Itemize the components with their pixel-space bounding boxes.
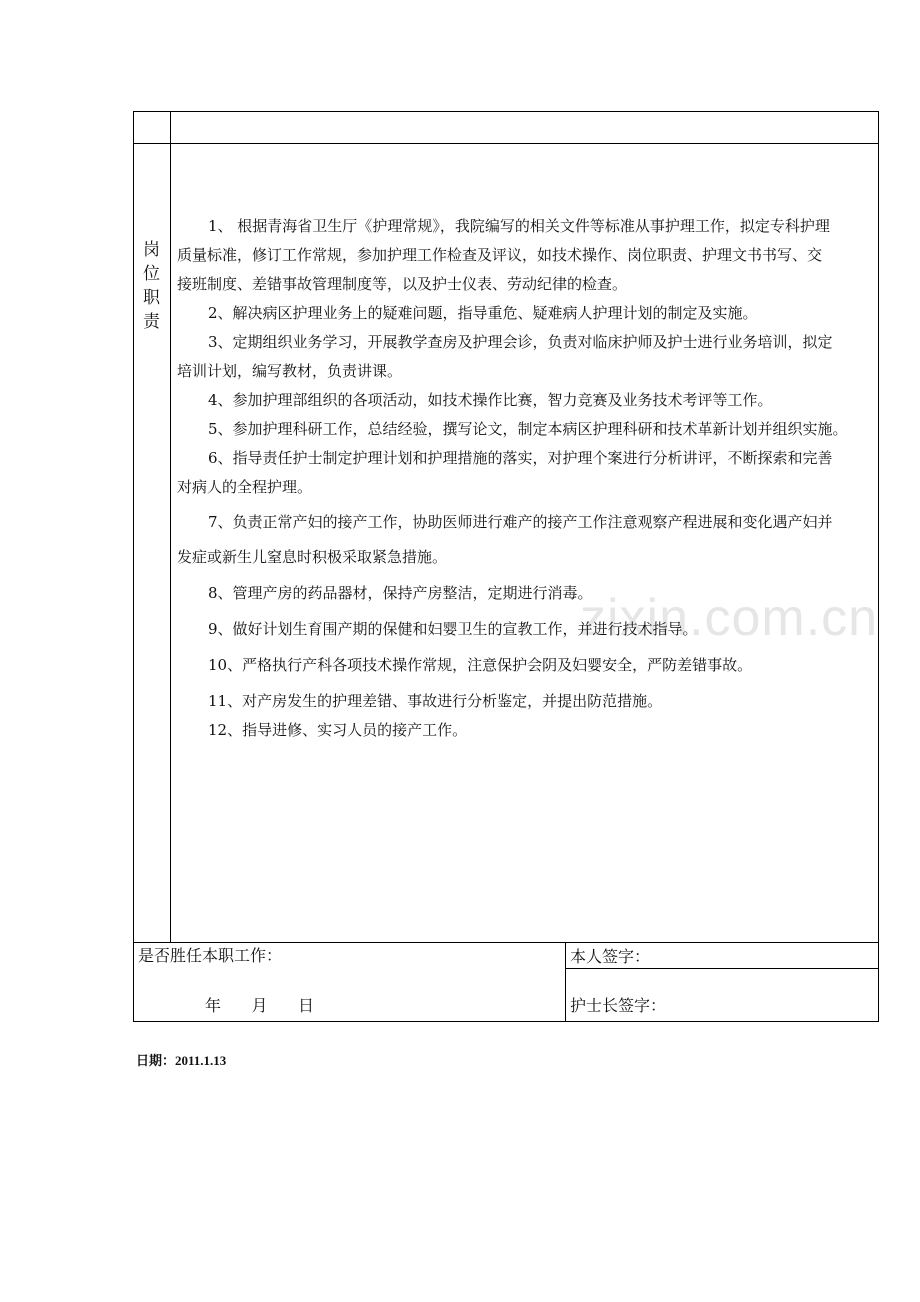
watermark: zixin.com.cn: [580, 589, 879, 647]
competency-label: 是否胜任本职工作：: [138, 946, 283, 965]
border-label-column: [170, 111, 171, 943]
duty-line: 质量标准，修订工作常规，参加护理工作检查及评议，如技术操作、岗位职责、护理文书书写、交: [177, 246, 823, 264]
duty-line: 5、参加护理科研工作，总结经验，撰写论文，制定本病区护理科研和技术革新计划并组织实施。: [208, 420, 848, 438]
duty-line: 培训计划，编写教材，负责讲课。: [177, 362, 403, 380]
section-label-char: 责: [143, 312, 160, 332]
duty-line: 7、负责正常产妇的接产工作，协助医师进行难产的接产工作注意观察产程进展和变化遇产妇并: [208, 513, 833, 531]
duty-line: 发症或新生儿窒息时积极采取紧急措施。: [177, 548, 448, 566]
duty-line: 4、参加护理部组织的各项活动，如技术操作比赛，智力竞赛及业务技术考评等工作。: [208, 391, 773, 409]
document-date: 日期：2011.1.13: [136, 1053, 227, 1068]
duties-text: [177, 212, 879, 745]
duty-line: 10、严格执行产科各项技术操作常规，注意保护会阴及妇婴安全，严防差错事故。: [208, 656, 753, 674]
self-signature-label: 本人签字：: [570, 947, 651, 966]
date-placeholder: 年 月 日: [205, 996, 315, 1015]
border-footer-middle: [565, 942, 566, 1022]
border-header-bottom: [133, 143, 879, 144]
section-label-char: 职: [143, 288, 160, 308]
duty-line: 2、解决病区护理业务上的疑难问题，指导重危、疑难病人护理计划的制定及实施。: [208, 304, 758, 322]
border-bottom: [133, 1021, 879, 1022]
duty-line: 8、管理产房的药品器材，保持产房整洁，定期进行消毒。: [208, 584, 593, 602]
duty-line: 9、做好计划生育围产期的保健和妇婴卫生的宣教工作，并进行技术指导。: [208, 620, 698, 638]
duty-line: 6、指导责任护士制定护理计划和护理措施的落实，对护理个案进行分析讲评，不断探索和完善: [208, 449, 833, 467]
border-sign-divider: [565, 968, 879, 969]
duty-line: 12、指导进修、实习人员的接产工作。: [208, 721, 468, 739]
border-body-bottom: [133, 942, 879, 943]
duty-line: 3、定期组织业务学习，开展教学查房及护理会诊，负责对临床护师及护士进行业务培训，拟定: [208, 333, 833, 351]
section-label-char: 位: [143, 264, 160, 284]
duty-line: 1、 根据青海省卫生厅《护理常规》，我院编写的相关文件等标准从事护理工作，拟定专科护理: [208, 217, 830, 235]
section-label: [133, 238, 170, 334]
duty-line: 11、对产房发生的护理差错、事故进行分析鉴定，并提出防范措施。: [208, 692, 663, 710]
section-label-char: 岗: [143, 240, 160, 260]
border-top: [133, 111, 879, 112]
duty-line: 对病人的全程护理。: [177, 478, 313, 496]
head-nurse-signature-label: 护士长签字：: [570, 996, 667, 1015]
duty-line: 接班制度、差错事故管理制度等，以及护士仪表、劳动纪律的检查。: [177, 275, 628, 293]
